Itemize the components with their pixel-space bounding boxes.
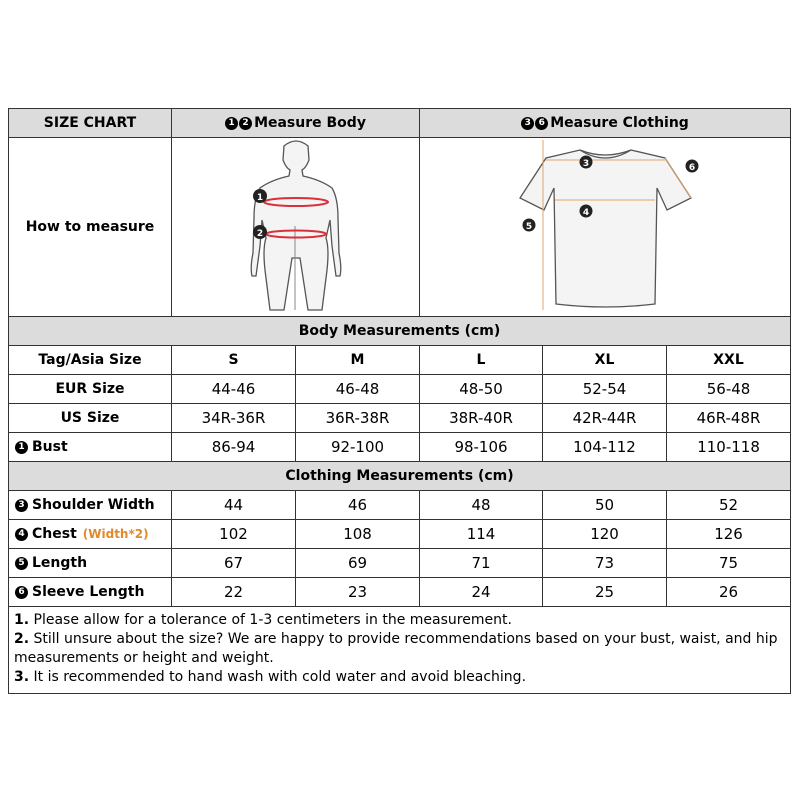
size-header: L xyxy=(420,346,543,375)
length-label-cell xyxy=(9,549,172,578)
measure-body-label: Measure Body xyxy=(254,115,366,131)
sleeve-value: 22 xyxy=(172,578,296,607)
chest-label-cell xyxy=(9,520,172,549)
chest-label: Chest xyxy=(32,526,77,542)
bust-label: Bust xyxy=(32,439,68,455)
us-value: 34R-36R xyxy=(172,404,296,433)
length-value: 73 xyxy=(543,549,667,578)
bust-value: 92-100 xyxy=(296,433,420,462)
shoulder-value: 48 xyxy=(420,491,543,520)
note-item: 2. Still unsure about the size? We are happy to provide recommendations based on your bust, waist, and hip measurements or height and weight. xyxy=(14,631,778,666)
chest-value: 114 xyxy=(420,520,543,549)
eur-size-label: EUR Size xyxy=(9,375,172,404)
number-mark-icon: 5 xyxy=(15,557,28,570)
size-chart-table xyxy=(8,108,791,694)
length-value: 71 xyxy=(420,549,543,578)
body-measurements-title: Body Measurements (cm) xyxy=(9,317,791,346)
shoulder-value: 46 xyxy=(296,491,420,520)
sleeve-value: 23 xyxy=(296,578,420,607)
bust-value: 98-106 xyxy=(420,433,543,462)
size-chart xyxy=(8,108,790,694)
how-to-measure-label: How to measure xyxy=(9,138,172,317)
length-value: 69 xyxy=(296,549,420,578)
eur-value: 52-54 xyxy=(543,375,667,404)
body-diagram-cell xyxy=(172,138,420,317)
shirt-diagram-cell xyxy=(420,138,791,317)
size-header: S xyxy=(172,346,296,375)
measure-clothing-header xyxy=(420,109,791,138)
us-value: 36R-38R xyxy=(296,404,420,433)
diagram-mark-label: 1 xyxy=(256,193,263,203)
number-mark-icon: 3 xyxy=(521,117,534,130)
us-value: 46R-48R xyxy=(667,404,791,433)
us-size-label: US Size xyxy=(9,404,172,433)
shoulder-value: 50 xyxy=(543,491,667,520)
number-mark-icon: 1 xyxy=(15,441,28,454)
diagram-mark-label: 2 xyxy=(256,229,263,239)
sleeve-label-cell xyxy=(9,578,172,607)
us-value: 38R-40R xyxy=(420,404,543,433)
shoulder-value: 44 xyxy=(172,491,296,520)
eur-value: 46-48 xyxy=(296,375,420,404)
tag-size-label: Tag/Asia Size xyxy=(9,346,172,375)
measure-body-header xyxy=(172,109,420,138)
bust-label-cell xyxy=(9,433,172,462)
eur-value: 44-46 xyxy=(172,375,296,404)
chest-value: 108 xyxy=(296,520,420,549)
body-figure-icon xyxy=(196,138,396,312)
length-label: Length xyxy=(32,555,88,571)
notes-cell xyxy=(9,607,791,694)
note-item: 1. Please allow for a tolerance of 1-3 centimeters in the measurement. xyxy=(14,612,512,628)
number-mark-icon: 6 xyxy=(535,117,548,130)
length-value: 67 xyxy=(172,549,296,578)
diagram-mark-label: 4 xyxy=(582,208,590,218)
eur-value: 56-48 xyxy=(667,375,791,404)
tshirt-figure-icon xyxy=(455,138,755,312)
eur-value: 48-50 xyxy=(420,375,543,404)
number-mark-icon: 1 xyxy=(225,117,238,130)
sleeve-value: 26 xyxy=(667,578,791,607)
size-header: XL xyxy=(543,346,667,375)
number-mark-icon: 6 xyxy=(15,586,28,599)
bust-value: 104-112 xyxy=(543,433,667,462)
diagram-mark-label: 3 xyxy=(582,159,590,169)
diagram-mark-label: 5 xyxy=(525,222,533,232)
clothing-measurements-title: Clothing Measurements (cm) xyxy=(9,462,791,491)
number-mark-icon: 2 xyxy=(239,117,252,130)
number-mark-icon: 4 xyxy=(15,528,28,541)
shoulder-label: Shoulder Width xyxy=(32,497,155,513)
size-header: XXL xyxy=(667,346,791,375)
note-item: 3. It is recommended to hand wash with cold water and avoid bleaching. xyxy=(14,669,527,685)
chest-value: 126 xyxy=(667,520,791,549)
chest-value: 102 xyxy=(172,520,296,549)
measure-clothing-label: Measure Clothing xyxy=(550,115,689,131)
shoulder-value: 52 xyxy=(667,491,791,520)
number-mark-icon: 3 xyxy=(15,499,28,512)
bust-value: 86-94 xyxy=(172,433,296,462)
chest-value: 120 xyxy=(543,520,667,549)
chest-width-note: (Width*2) xyxy=(82,527,149,541)
shoulder-label-cell xyxy=(9,491,172,520)
sleeve-value: 24 xyxy=(420,578,543,607)
sleeve-value: 25 xyxy=(543,578,667,607)
size-header: M xyxy=(296,346,420,375)
us-value: 42R-44R xyxy=(543,404,667,433)
diagram-mark-label: 6 xyxy=(688,163,696,173)
sleeve-label: Sleeve Length xyxy=(32,584,145,600)
size-chart-title: SIZE CHART xyxy=(9,109,172,138)
length-value: 75 xyxy=(667,549,791,578)
bust-value: 110-118 xyxy=(667,433,791,462)
